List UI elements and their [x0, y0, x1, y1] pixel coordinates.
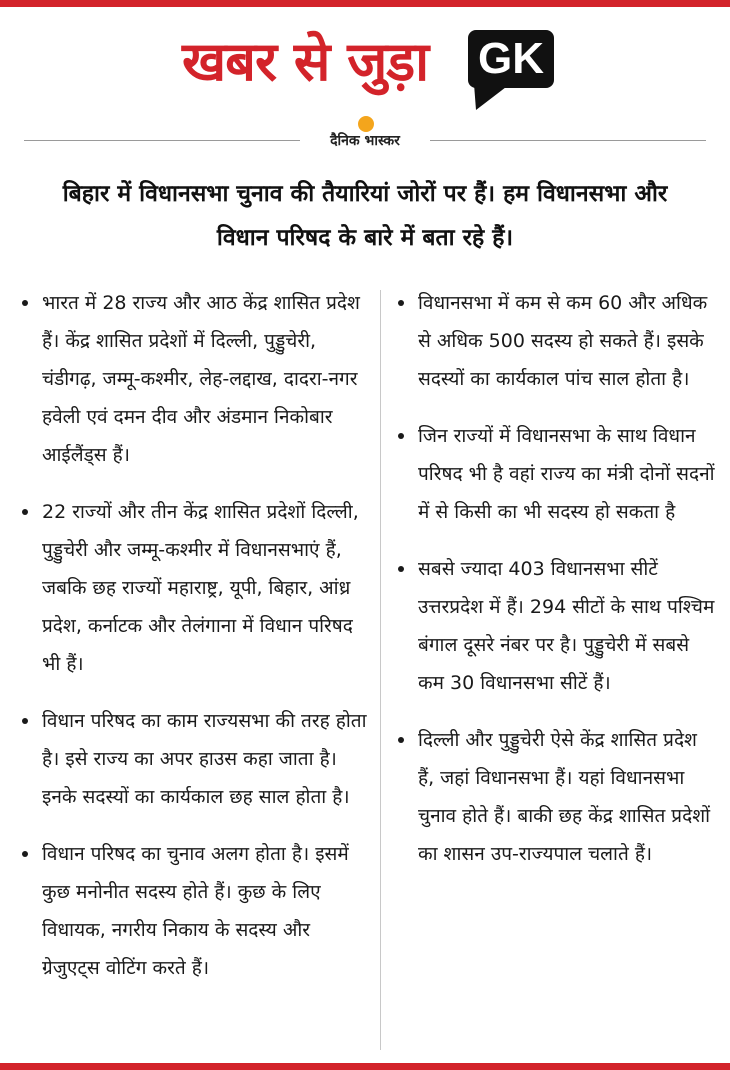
page-title: खबर से जुड़ा: [182, 30, 429, 93]
bullet-icon: [398, 433, 404, 439]
right-column: [398, 284, 716, 892]
bullet-icon: [398, 566, 404, 572]
bullet-icon: [398, 300, 404, 306]
list-item: [22, 493, 367, 683]
list-item: [398, 550, 716, 702]
list-item-text: विधान परिषद का काम राज्यसभा की तरह होता है। इसे राज्य का अपर हाउस कहा जाता है। इनके सदस्यों का कार्यकाल छह साल होता है।: [42, 710, 367, 808]
brand-name: दैनिक भास्कर: [330, 133, 400, 149]
speech-bubble-tail-icon: [474, 84, 514, 112]
list-item-text: विधान परिषद का चुनाव अलग होता है। इसमें कुछ मनोनीत सदस्य होते हैं। कुछ के लिए विधायक, नगरीय निकाय के सदस्य और ग्रेजुएट्स वोटिंग करते हैं।: [42, 843, 349, 979]
gk-badge: [468, 30, 558, 112]
header: [0, 22, 730, 112]
bullet-icon: [22, 300, 28, 306]
gk-badge-label: GK: [468, 30, 554, 88]
top-accent-bar: [0, 0, 730, 7]
header-divider-left: [24, 140, 300, 141]
list-item: [398, 284, 716, 398]
list-item-text: भारत में 28 राज्य और आठ केंद्र शासित प्रदेश हैं। केंद्र शासित प्रदेशों में दिल्ली, पुड्डुचेरी, चंडीगढ़, जम्मू-कश्मीर, लेह-लद्दाख, दादरा-नगर हवेली एवं दमन दीव और अंडमान निकोबार आईलैंड्स हैं।: [42, 292, 360, 466]
left-column: [22, 284, 367, 1006]
list-item-text: 22 राज्यों और तीन केंद्र शासित प्रदेशों दिल्ली, पुड्डुचेरी और जम्मू-कश्मीर में विधानसभाएं हैं, जबकि छह राज्यों महाराष्ट्र, यूपी, बिहार, आंध्र प्रदेश, कर्नाटक और तेलंगाना में विधान परिषद भी हैं।: [42, 501, 359, 675]
bullet-icon: [22, 509, 28, 515]
list-item: [22, 702, 367, 816]
sun-dot-icon: [358, 116, 374, 132]
list-item: [398, 417, 716, 531]
list-item-text: विधानसभा में कम से कम 60 और अधिक से अधिक 500 सदस्य हो सकते हैं। इसके सदस्यों का कार्यकाल पांच साल होता है।: [418, 292, 708, 390]
bullet-icon: [22, 718, 28, 724]
header-divider-right: [430, 140, 706, 141]
list-item-text: दिल्ली और पुड्डुचेरी ऐसे केंद्र शासित प्रदेश हैं, जहां विधानसभा हैं। यहां विधानसभा चुनाव होते हैं। बाकी छह केंद्र शासित प्रदेशों का शासन उप-राज्यपाल चलाते हैं।: [418, 729, 711, 865]
bullet-icon: [22, 851, 28, 857]
list-item-text: सबसे ज्यादा 403 विधानसभा सीटें उत्तरप्रदेश में हैं। 294 सीटों के साथ पश्चिम बंगाल दूसरे नंबर पर है। पुड्डुचेरी में सबसे कम 30 विधानसभा सीटें हैं।: [418, 558, 715, 694]
bottom-accent-bar: [0, 1063, 730, 1070]
list-item: [22, 835, 367, 987]
column-divider: [380, 290, 381, 1050]
list-item-text: जिन राज्यों में विधानसभा के साथ विधान परिषद भी है वहां राज्य का मंत्री दोनों सदनों में से किसी का भी सदस्य हो सकता है: [418, 425, 715, 523]
list-item: [398, 721, 716, 873]
bullet-icon: [398, 737, 404, 743]
brand-logo: [300, 116, 430, 156]
list-item: [22, 284, 367, 474]
intro-text: बिहार में विधानसभा चुनाव की तैयारियां जोरों पर हैं। हम विधानसभा और विधान परिषद के बारे में बता रहे हैं।: [62, 181, 668, 251]
